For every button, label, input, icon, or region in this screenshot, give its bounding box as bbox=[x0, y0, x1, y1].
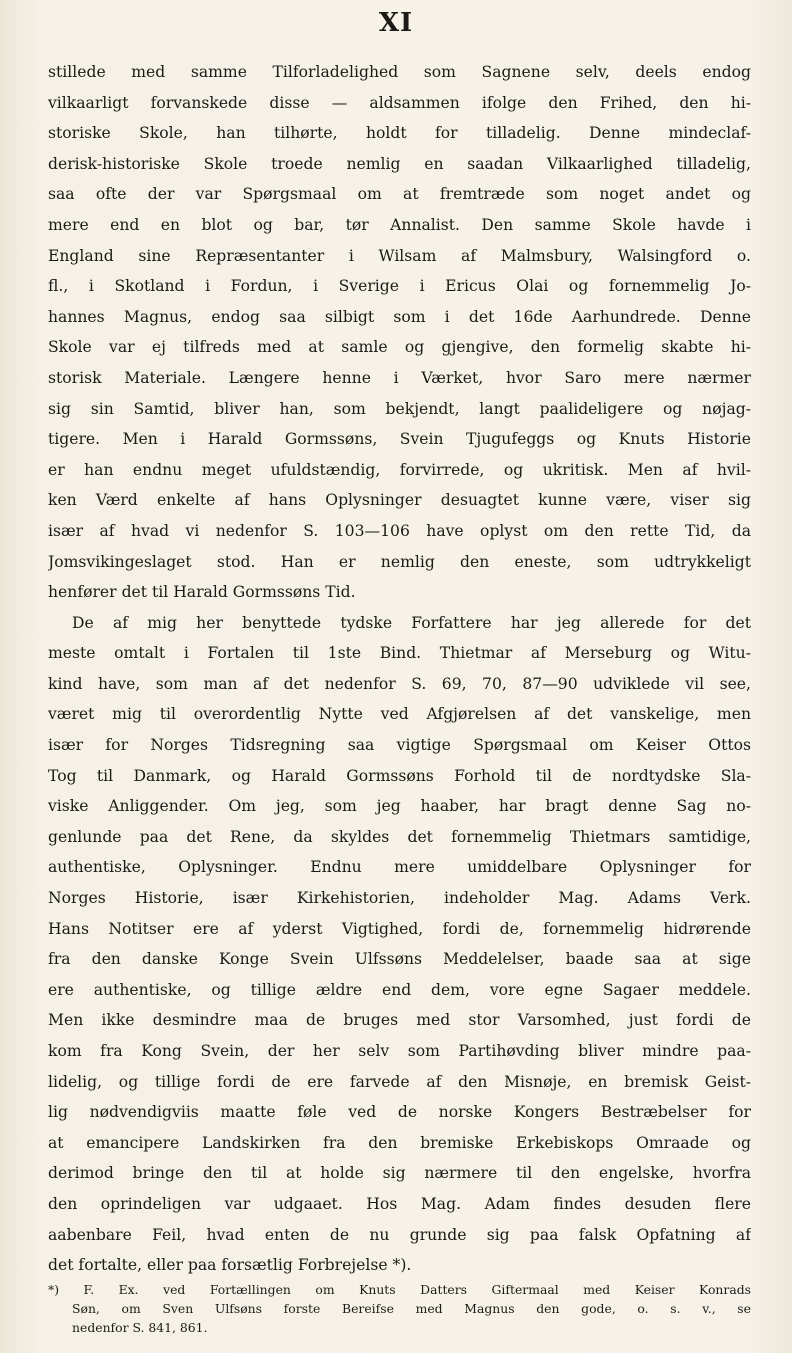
text-line: viske Anliggender. Om jeg, som jeg haaber, har bragt denne Sag no- bbox=[48, 797, 751, 816]
text-line: tigere. Men i Harald Gormssøns, Svein Tjugufeggs og Knuts Historie bbox=[48, 430, 751, 449]
text-line: authentiske, Oplysninger. Endnu mere umiddelbare Oplysninger for bbox=[48, 858, 751, 877]
text-line: den oprindeligen var udgaaet. Hos Mag. Adam findes desuden flere bbox=[48, 1194, 751, 1213]
text-line: Men ikke desmindre maa de bruges med stor Varsomhed, just fordi de bbox=[48, 1011, 751, 1030]
text-line: derisk-historiske Skole troede nemlig en saadan Vilkaarlighed tilladelig, bbox=[48, 154, 751, 173]
footnote-line: nedenfor S. 841, 861. bbox=[72, 1320, 208, 1335]
text-line: især for Norges Tidsregning saa vigtige Spørgsmaal om Keiser Ottos bbox=[48, 736, 751, 755]
text-line: især af hvad vi nedenfor S. 103—106 have oplyst om den rette Tid, da bbox=[48, 521, 751, 540]
text-line: henfører det til Harald Gormssøns Tid. bbox=[48, 583, 356, 602]
text-line: Jomsvikingeslaget stod. Han er nemlig den eneste, som udtrykkeligt bbox=[48, 552, 751, 571]
text-line: hannes Magnus, endog saa silbigt som i det 16de Aarhundrede. Denne bbox=[48, 307, 751, 326]
text-line: kind have, som man af det nedenfor S. 69, 70, 87—90 udviklede vil see, bbox=[48, 674, 751, 693]
text-line: Skole var ej tilfreds med at samle og gjengive, den formelig skabte hi- bbox=[48, 338, 751, 357]
text-line: De af mig her benyttede tydske Forfattere har jeg allerede for det bbox=[72, 613, 751, 632]
text-line: Tog til Danmark, og Harald Gormssøns Forhold til de nordtydske Sla- bbox=[48, 766, 751, 785]
text-line: stillede med samme Tilforladelighed som Sagnene selv, deels endog bbox=[48, 63, 751, 81]
text-line: England sine Repræsentanter i Wilsam af Malmsbury, Walsingford o. bbox=[48, 246, 751, 265]
text-line: sig sin Samtid, bliver han, som bekjendt, langt paalideligere og nøjag- bbox=[48, 399, 751, 418]
text-line: mere end en blot og bar, tør Annalist. Den samme Skole havde i bbox=[48, 215, 751, 234]
text-line: storiske Skole, han tilhørte, holdt for tilladelig. Denne mindeclaf- bbox=[48, 124, 751, 143]
footnote-line: *) F. Ex. ved Fortællingen om Knuts Datters Giftermaal med Keiser Konrads bbox=[48, 1282, 751, 1297]
text-line: storisk Materiale. Længere henne i Værket, hvor Saro mere nærmer bbox=[48, 368, 751, 387]
body-text bbox=[48, 57, 751, 1281]
text-line: været mig til overordentlig Nytte ved Afgjørelsen af det vanskelige, men bbox=[48, 705, 751, 724]
text-line: saa ofte der var Spørgsmaal om at fremtræde som noget andet og bbox=[48, 185, 751, 204]
text-line: fl., i Skotland i Fordun, i Sverige i Ericus Olai og fornemmelig Jo- bbox=[48, 277, 751, 296]
footnote-line: Søn, om Sven Ulfsøns forste Bereifse med Magnus den gode, o. s. v., se bbox=[72, 1301, 751, 1316]
text-line: derimod bringe den til at holde sig nærmere til den engelske, hvorfra bbox=[48, 1164, 751, 1183]
text-line: Norges Historie, især Kirkehistorien, indeholder Mag. Adams Verk. bbox=[48, 889, 751, 908]
text-line: aabenbare Feil, hvad enten de nu grunde sig paa falsk Opfatning af bbox=[48, 1225, 751, 1244]
text-line: genlunde paa det Rene, da skyldes det fornemmelig Thietmars samtidige, bbox=[48, 827, 751, 846]
text-line: meste omtalt i Fortalen til 1ste Bind. Thietmar af Merseburg og Witu- bbox=[48, 644, 751, 663]
page-number: XI bbox=[378, 8, 414, 38]
text-line: det fortalte, eller paa forsætlig Forbrejelse *). bbox=[48, 1256, 412, 1275]
text-line: fra den danske Konge Svein Ulfssøns Meddelelser, baade saa at sige bbox=[48, 950, 751, 969]
text-line: at emancipere Landskirken fra den bremiske Erkebiskops Omraade og bbox=[48, 1133, 751, 1152]
text-line: kom fra Kong Svein, der her selv som Partihøvding bliver mindre paa- bbox=[48, 1042, 751, 1060]
text-line: vilkaarligt forvanskede disse — aldsammen ifolge den Frihed, den hi- bbox=[48, 93, 751, 112]
text-line: ken Værd enkelte af hans Oplysninger desuagtet kunne være, viser sig bbox=[48, 491, 751, 510]
text-line: ere authentiske, og tillige ældre end dem, vore egne Sagaer meddele. bbox=[48, 980, 751, 999]
text-line: er han endnu meget ufuldstændig, forvirrede, og ukritisk. Men af hvil- bbox=[48, 460, 751, 479]
text-line: lidelig, og tillige fordi de ere farvede af den Misnøje, en bremisk Geist- bbox=[48, 1072, 751, 1091]
footnote bbox=[48, 1280, 751, 1337]
text-line: lig nødvendigviis maatte føle ved de norske Kongers Bestræbelser for bbox=[48, 1103, 751, 1122]
text-line: Hans Notitser ere af yderst Vigtighed, fordi de, fornemmelig hidrørende bbox=[48, 919, 751, 938]
